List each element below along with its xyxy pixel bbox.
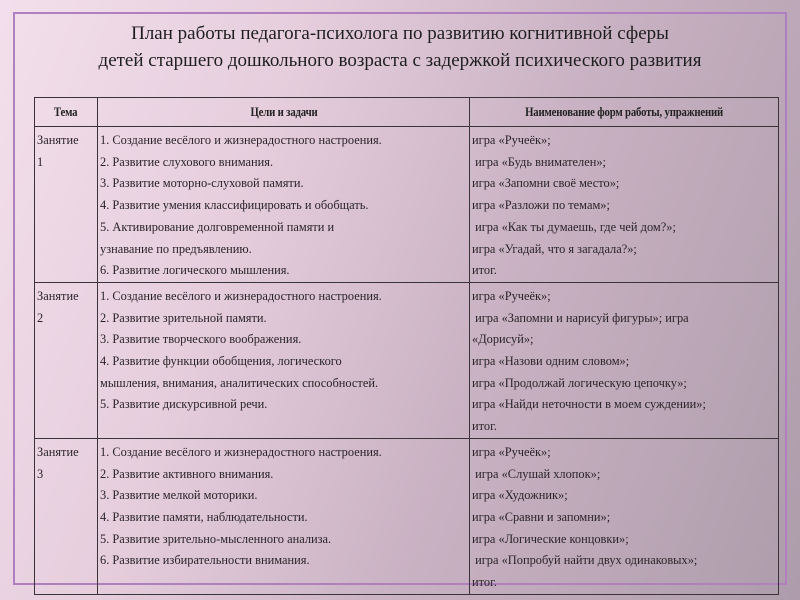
goal-item: 5. Развитие дискурсивной речи.	[100, 397, 268, 412]
form-item: игра «Ручеёк»;	[472, 133, 551, 147]
form-item: игра «Слушай хлопок»;	[472, 466, 601, 481]
form-item: игра «Ручеёк»;	[472, 288, 551, 303]
header-goals: Цели и задачи	[98, 98, 470, 127]
table-row	[35, 282, 779, 438]
forms-cell	[470, 282, 779, 438]
goal-item: 4. Развитие памяти, наблюдательности.	[100, 509, 308, 524]
form-item: итог.	[472, 419, 497, 434]
topic-number: 2	[37, 310, 44, 325]
form-item: игра «Будь внимателен»;	[472, 154, 606, 169]
form-item: игра «Художник»;	[472, 488, 568, 503]
form-item: игра «Разложи по темам»;	[472, 198, 610, 213]
topic-cell	[35, 282, 98, 438]
goals-cell	[98, 282, 470, 438]
title-line-2: детей старшего дошкольного возраста с задержкой психического развития	[98, 50, 702, 71]
form-item: игра «Сравни и запомни»;	[472, 509, 611, 524]
form-item: игра «Как ты думаешь, где чей дом?»;	[472, 219, 676, 234]
goal-item: 1. Создание весёлого и жизнерадостного настроения.	[100, 133, 382, 147]
goal-item: 3. Развитие творческого воображения.	[100, 332, 302, 347]
topic-label: Занятие	[37, 288, 79, 303]
form-item: игра «Запомни своё место»;	[472, 176, 620, 191]
form-item: игра «Найди неточности в моем суждении»;	[472, 397, 706, 412]
work-plan-table	[34, 97, 779, 595]
goal-item: 1. Создание весёлого и жизнерадостного настроения.	[100, 444, 382, 459]
form-item: игра «Запомни и нарисуй фигуры»; игра	[472, 310, 689, 325]
topic-label: Занятие	[37, 133, 79, 147]
form-item: «Дорисуй»;	[472, 332, 534, 347]
goal-item: 2. Развитие активного внимания.	[100, 466, 274, 481]
form-item: игра «Попробуй найти двух одинаковых»;	[472, 553, 698, 568]
topic-number: 1	[37, 154, 44, 169]
header-forms: Наименование форм работы, упражнений	[470, 98, 779, 127]
topic-label: Занятие	[37, 444, 79, 459]
form-item: игра «Логические концовки»;	[472, 531, 629, 546]
form-item: игра «Ручеёк»;	[472, 444, 551, 459]
goal-item: 2. Развитие зрительной памяти.	[100, 310, 267, 325]
goal-item: 4. Развитие функции обобщения, логического	[100, 354, 342, 369]
topic-number: 3	[37, 466, 44, 481]
goals-cell	[98, 438, 470, 594]
form-item: итог.	[472, 575, 497, 590]
goal-item: 1. Создание весёлого и жизнерадостного настроения.	[100, 288, 382, 303]
table-header-row	[35, 98, 779, 127]
goals-cell	[98, 127, 470, 283]
forms-cell	[470, 127, 779, 283]
title-line-1: План работы педагога-психолога по развитию когнитивной сферы	[131, 23, 669, 44]
goal-item: 5. Развитие зрительно-мысленного анализа.	[100, 531, 332, 546]
goal-item: 5. Активирование долговременной памяти и	[100, 219, 335, 234]
goal-item: 2. Развитие слухового внимания.	[100, 154, 274, 169]
form-item: игра «Продолжай логическую цепочку»;	[472, 375, 687, 390]
form-item: игра «Угадай, что я загадала?»;	[472, 241, 637, 256]
form-item: итог.	[472, 263, 497, 278]
topic-cell	[35, 438, 98, 594]
goal-item: узнавание по предъявлению.	[100, 241, 252, 256]
table-row	[35, 127, 779, 283]
goal-item: 3. Развитие моторно-слуховой памяти.	[100, 176, 304, 191]
goal-item: мышления, внимания, аналитических способностей.	[100, 375, 379, 390]
goal-item: 4. Развитие умения классифицировать и обобщать.	[100, 198, 369, 213]
table-row	[35, 438, 779, 594]
topic-cell	[35, 127, 98, 283]
forms-cell	[470, 438, 779, 594]
form-item: игра «Назови одним словом»;	[472, 354, 630, 369]
header-topic: Тема	[35, 98, 98, 127]
goal-item: 6. Развитие логического мышления.	[100, 263, 290, 278]
slide-title	[13, 20, 787, 74]
goal-item: 6. Развитие избирательности внимания.	[100, 553, 310, 568]
goal-item: 3. Развитие мелкой моторики.	[100, 488, 258, 503]
